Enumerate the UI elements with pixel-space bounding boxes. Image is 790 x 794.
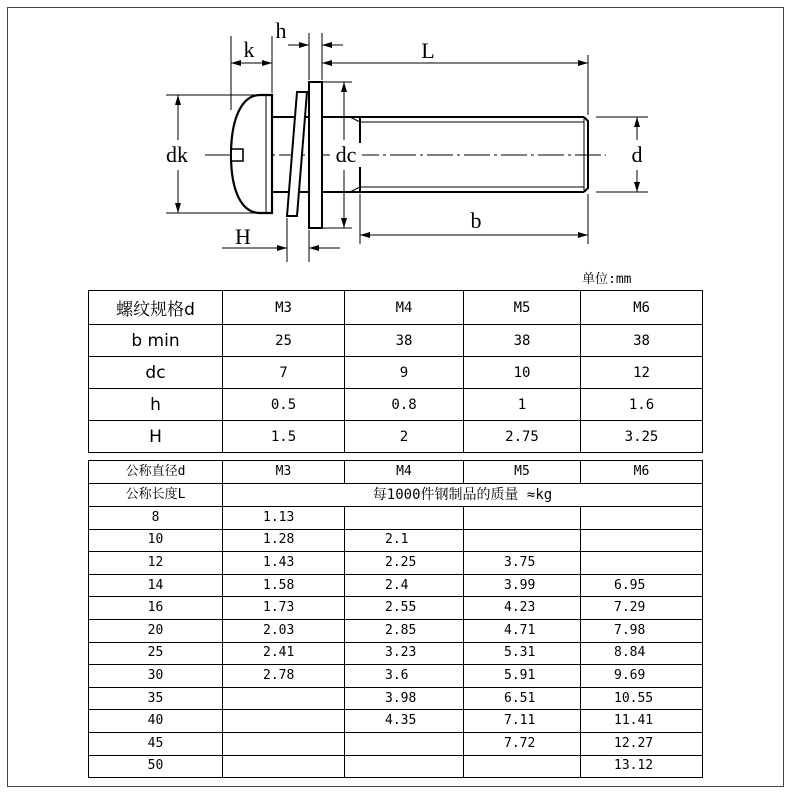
mass-cell [581,552,703,575]
mass-header-row [89,461,703,484]
spec-row-dc [89,357,703,389]
mass-cell [345,507,464,530]
mass-cell: 2.85 [345,619,464,642]
mass-cell: 2.25 [345,552,464,575]
spec-cell: 10 [464,357,581,389]
dim-label-k: k [243,37,255,62]
spec-cell: 25 [223,325,345,357]
length-cell: 45 [89,732,223,755]
mass-cell [223,687,345,710]
spec-cell: 38 [464,325,581,357]
table-row [89,597,703,620]
spec-cell: 7 [223,357,345,389]
dim-label-dc: dc [335,142,357,167]
mass-cell: 2.41 [223,642,345,665]
table-row [89,642,703,665]
table-row [89,687,703,710]
mass-table [88,460,703,778]
mass-cell: 4.35 [345,710,464,733]
spec-cell: 0.8 [345,389,464,421]
mass-subheader-note: 每1000件钢制品的质量 ≈kg [223,484,703,507]
mass-cell: 3.99 [464,574,581,597]
mass-cell: 2.78 [223,665,345,688]
mass-cell: 3.6 [345,665,464,688]
spec-cell: 9 [345,357,464,389]
spring-washer [287,92,307,216]
mass-cell [581,529,703,552]
mass-cell: 1.58 [223,574,345,597]
spec-cell: 0.5 [223,389,345,421]
length-cell: 40 [89,710,223,733]
mass-header-m6: M6 [581,461,703,484]
unit-label: 单位:mm [582,272,632,287]
mass-cell: 4.71 [464,619,581,642]
mass-cell: 7.29 [581,597,703,620]
length-cell: 8 [89,507,223,530]
mass-cell: 9.69 [581,665,703,688]
spec-row-h [89,389,703,421]
spec-row-label: b min [89,325,223,357]
mass-cell: 8.84 [581,642,703,665]
dim-label-h: h [275,18,287,43]
mass-header-m4: M4 [345,461,464,484]
spec-row-label: dc [89,357,223,389]
mass-cell: 4.23 [464,597,581,620]
length-cell: 10 [89,529,223,552]
spec-header-m6: M6 [581,291,703,325]
mass-cell: 6.95 [581,574,703,597]
spec-cell: 2 [345,421,464,453]
mass-cell: 5.31 [464,642,581,665]
mass-cell: 7.98 [581,619,703,642]
dim-label-H: H [235,224,251,249]
mass-cell: 2.03 [223,619,345,642]
dim-label-dk: dk [166,142,188,167]
spec-row-H [89,421,703,453]
spec-cell: 1 [464,389,581,421]
mass-cell [581,507,703,530]
mass-cell: 3.98 [345,687,464,710]
table-row [89,574,703,597]
spec-cell: 12 [581,357,703,389]
mass-cell [223,732,345,755]
mass-cell [345,755,464,778]
spec-cell: 1.5 [223,421,345,453]
length-cell: 14 [89,574,223,597]
mass-cell: 6.51 [464,687,581,710]
mass-subheader-row [89,484,703,507]
dim-label-d: d [631,142,643,167]
screw-assembly-drawing [0,0,790,290]
mass-cell [223,755,345,778]
spec-cell: 38 [345,325,464,357]
mass-cell: 2.55 [345,597,464,620]
table-row [89,619,703,642]
mass-header-m3: M3 [223,461,345,484]
spec-cell: 3.25 [581,421,703,453]
mass-cell: 1.73 [223,597,345,620]
table-row [89,665,703,688]
spec-row-b-min [89,325,703,357]
spec-table [88,290,703,453]
spec-header-m4: M4 [345,291,464,325]
length-cell: 16 [89,597,223,620]
mass-cell: 2.4 [345,574,464,597]
screw-head [231,95,272,213]
mass-cell: 3.23 [345,642,464,665]
mass-header-m5: M5 [464,461,581,484]
dim-label-b: b [470,208,482,233]
mass-cell: 1.43 [223,552,345,575]
mass-cell [345,732,464,755]
length-cell: 20 [89,619,223,642]
length-cell: 12 [89,552,223,575]
mass-cell: 2.1 [345,529,464,552]
mass-subheader-label: 公称长度L [89,484,223,507]
table-row [89,755,703,778]
flat-washer [309,82,322,228]
mass-cell [464,755,581,778]
spec-header-label: 螺纹规格d [89,291,223,325]
length-cell: 25 [89,642,223,665]
mass-header-label: 公称直径d [89,461,223,484]
table-row [89,507,703,530]
head-slot [232,149,243,161]
spec-cell: 1.6 [581,389,703,421]
mass-cell: 1.13 [223,507,345,530]
mass-cell [464,529,581,552]
length-cell: 50 [89,755,223,778]
mass-cell: 7.11 [464,710,581,733]
spec-header-row [89,291,703,325]
mass-cell: 13.12 [581,755,703,778]
spec-row-label: H [89,421,223,453]
mass-cell: 11.41 [581,710,703,733]
spec-header-m5: M5 [464,291,581,325]
mass-cell: 10.55 [581,687,703,710]
table-row [89,529,703,552]
spec-cell: 2.75 [464,421,581,453]
mass-cell [464,507,581,530]
dim-label-L: L [421,38,435,63]
mass-cell: 1.28 [223,529,345,552]
table-row [89,710,703,733]
spec-row-label: h [89,389,223,421]
mass-cell: 5.91 [464,665,581,688]
length-cell: 35 [89,687,223,710]
mass-cell: 3.75 [464,552,581,575]
length-cell: 30 [89,665,223,688]
mass-cell: 12.27 [581,732,703,755]
spec-header-m3: M3 [223,291,345,325]
spec-cell: 38 [581,325,703,357]
mass-cell: 7.72 [464,732,581,755]
mass-cell [223,710,345,733]
table-row [89,732,703,755]
table-row [89,552,703,575]
